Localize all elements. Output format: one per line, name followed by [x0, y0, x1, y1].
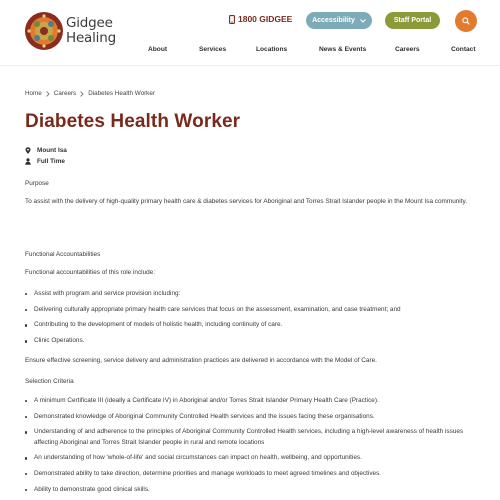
logo-line-2: Healing [66, 30, 116, 46]
accessibility-label: Accessibility [312, 17, 355, 24]
breadcrumb-careers[interactable]: Careers [53, 90, 77, 97]
logo-text [66, 16, 116, 46]
list-item: Demonstrated ability to take direction, determine priorities and manage workloads to meet agreed timelines and objectives. [25, 469, 480, 479]
functional-list [25, 289, 480, 346]
nav-locations[interactable]: Locations [256, 46, 288, 53]
list-item: Clinic Operations. [25, 336, 480, 346]
list-item: A minimum Certificate III (ideally a Certificate IV) in Aboriginal and/or Torres Strait Islander Primary Health Care (Practice). [25, 396, 480, 406]
list-item: Demonstrated knowledge of Aboriginal Community Controlled Health services and the issues facing these organisations. [25, 412, 480, 422]
search-icon [462, 17, 470, 25]
list-item: Ability to demonstrate good clinical skills. [25, 485, 480, 495]
site-header [0, 0, 500, 66]
job-type [25, 158, 65, 165]
breadcrumb-home[interactable]: Home [25, 90, 42, 97]
chevron-down-icon [360, 19, 366, 23]
selection-list [25, 396, 480, 495]
list-item: Contributing to the development of models of holistic health, including continuity of care. [25, 320, 480, 330]
breadcrumb-current: Diabetes Health Worker [88, 90, 155, 97]
breadcrumb [25, 90, 155, 97]
main-nav [0, 46, 500, 56]
list-item: Assist with program and service provision including: [25, 289, 480, 299]
chevron-right-icon [46, 91, 50, 97]
functional-heading: Functional Accountabilities [25, 251, 101, 258]
screening-text: Ensure effective screening, service delivery and administration practices are delivered in accordance with the Model of Care. [25, 357, 377, 364]
nav-about[interactable]: About [148, 46, 168, 53]
nav-services[interactable]: Services [199, 46, 227, 53]
search-button[interactable] [455, 10, 477, 32]
staff-portal-button[interactable] [385, 12, 440, 29]
purpose-heading: Purpose [25, 180, 49, 187]
location-text: Mount Isa [37, 147, 67, 154]
list-item: Understanding of and adherence to the principles of Aboriginal Community Controlled Health services, including a high-level awareness of health issues affecting Aboriginal and Torres Strait Islander people in rural and remote locations [25, 427, 480, 447]
phone-number: 1800 GIDGEE [238, 14, 293, 24]
selection-heading: Selection Criteria [25, 378, 74, 385]
phone-icon [229, 15, 235, 24]
functional-intro: Functional accountabilities of this role include: [25, 269, 156, 276]
phone-link[interactable] [229, 14, 292, 24]
job-location [25, 147, 67, 154]
map-pin-icon [25, 147, 31, 154]
employment-type-text: Full Time [37, 158, 65, 165]
nav-careers[interactable]: Careers [395, 46, 420, 53]
purpose-text: To assist with the delivery of high-quality primary health care & diabetes services for Aboriginal and Torres Strait Islander people in the Mount Isa community. [25, 198, 467, 205]
list-item: An understanding of how 'whole-of-life' and social circumstances can impact on health, wellbeing, and opportunities. [25, 453, 480, 463]
list-item: Delivering culturally appropriate primary health care services that focus on the assessment, examination, and case treatment; and [25, 305, 480, 315]
nav-news-events[interactable]: News & Events [319, 46, 367, 53]
chevron-right-icon [80, 91, 84, 97]
nav-contact[interactable]: Contact [451, 46, 476, 53]
staff-portal-label: Staff Portal [393, 17, 432, 24]
logo-line-1: Gidgee [66, 15, 113, 31]
accessibility-button[interactable] [306, 12, 372, 29]
user-icon [25, 158, 31, 165]
page-title: Diabetes Health Worker [25, 111, 241, 132]
